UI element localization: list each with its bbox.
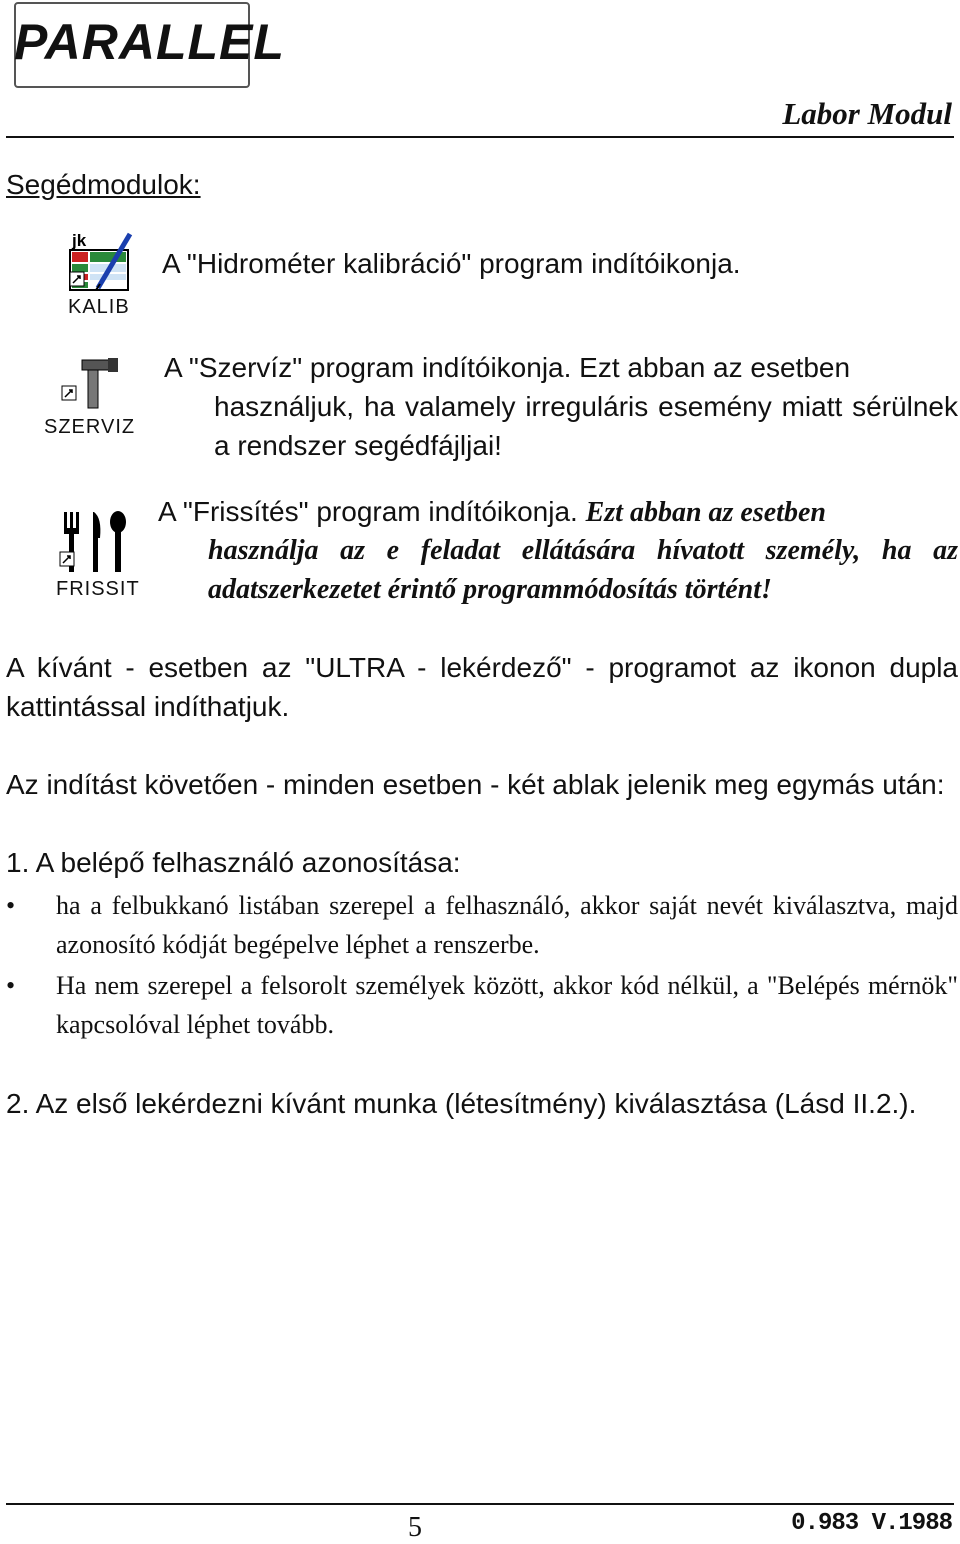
footer-divider (6, 1503, 954, 1505)
szerviz-icon-label: SZERVIZ (44, 416, 136, 438)
bullet-item: Ha nem szerepel a felsorolt személyek között, akkor kód nélkül, a "Belépés mérnök" kapcsolóval léphet tovább. (56, 971, 958, 1039)
kalib-icon-label: KALIB (68, 296, 130, 318)
frissit-description-bold: Ezt abban az esetben (585, 497, 826, 528)
windows-paragraph: Az indítást követően - minden esetben - két ablak jelenik meg egymás után: (6, 769, 945, 800)
kalib-badge: jk (72, 231, 87, 250)
ultra-paragraph: A kívánt - esetben az "ULTRA - lekérdező" - programot az ikonon dupla kattintással indíthatjuk. (6, 652, 958, 722)
section-title: Segédmodulok: (6, 169, 201, 200)
bullet-dot: • (6, 971, 16, 1000)
szerviz-icon[interactable] (44, 352, 144, 442)
kalib-icon[interactable] (68, 228, 140, 320)
step-2: 2. Az első lekérdezni kívánt munka (létesítmény) kiválasztása (Lásd II.2.). (6, 1088, 917, 1119)
bullet-item: ha a felbukkanó listában szerepel a felhasználó, akkor saját nevét kiválasztva, majd azonosító kódját begépelve léphet a renszerbe. (56, 891, 958, 959)
frissit-description-rest: használja az e feladat ellátására hívatott személy, ha az adatszerkezetet érintő programmódosítás történt! (208, 535, 958, 605)
frissit-icon-label: FRISSIT (56, 578, 140, 600)
bullet-dot: • (6, 891, 16, 920)
page-number: 5 (408, 1512, 422, 1543)
step-1: 1. A belépő felhasználó azonosítása: (6, 847, 461, 878)
parallel-logo: PARALLEL (14, 14, 285, 70)
szerviz-description-rest: használjuk, ha valamely irreguláris esemény miatt sérülnek a rendszer segédfájljai! (214, 391, 958, 461)
frissit-description-line1 (158, 492, 958, 532)
footer-code: 0.983 V.1988 (791, 1510, 952, 1537)
header-divider (6, 136, 954, 138)
kalib-description: A "Hidrométer kalibráció" program indítóikonja. (162, 248, 741, 279)
header-title: Labor Modul (782, 96, 952, 131)
szerviz-description-line1: A "Szervíz" program indítóikonja. Ezt abban az esetben (164, 352, 851, 383)
frissit-description-plain: A "Frissítés" program indítóikonja. (158, 496, 586, 527)
frissit-icon[interactable] (56, 508, 146, 604)
